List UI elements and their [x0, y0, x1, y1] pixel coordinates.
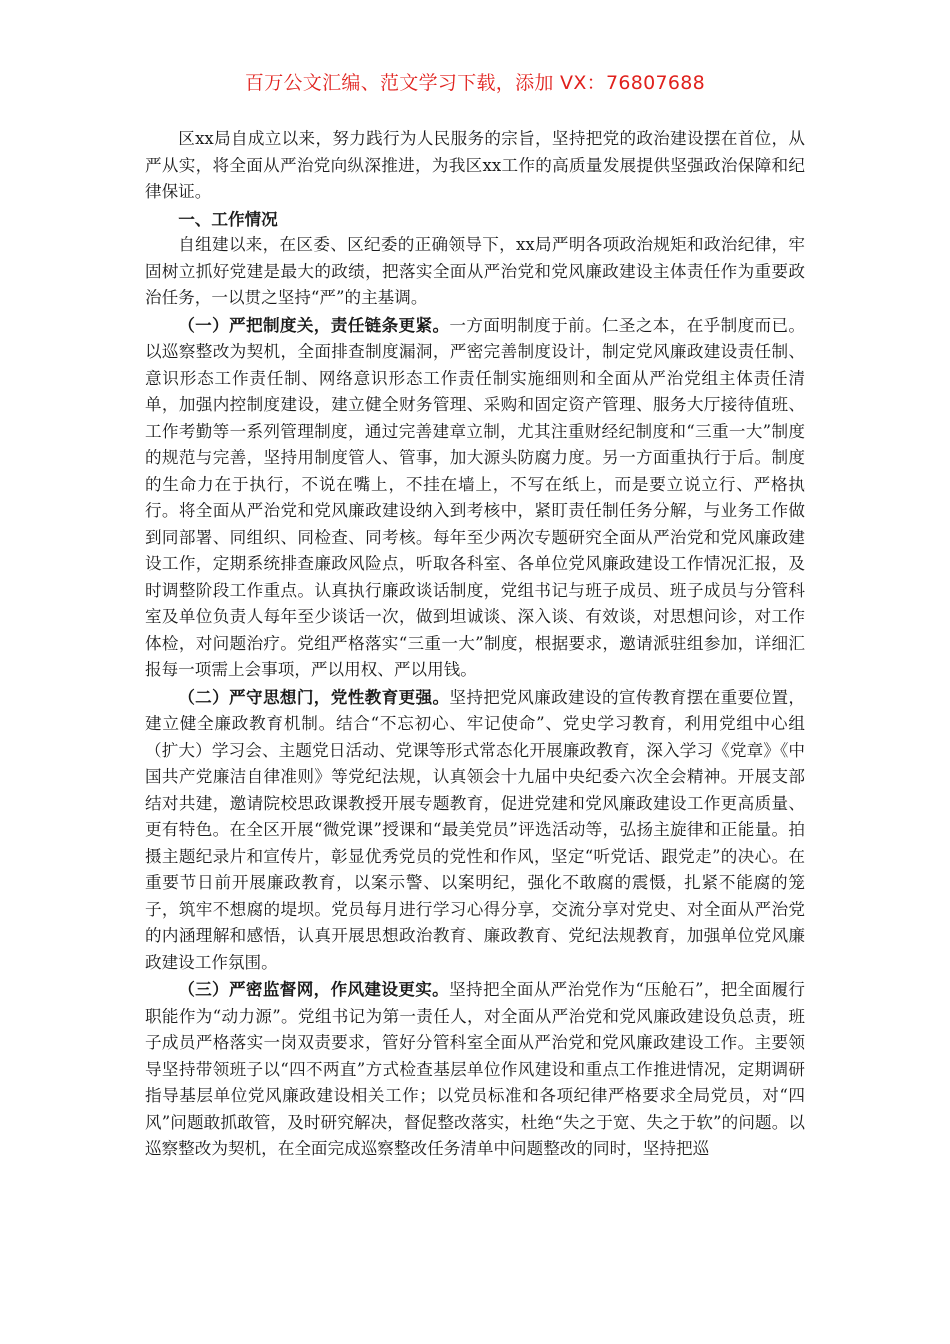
item-paragraph-1	[145, 312, 805, 684]
item-lead-3: （三）严密监督网，作风建设更实。	[178, 979, 450, 999]
download-banner: 百万公文汇编、范文学习下载，添加 VX：76807688	[244, 72, 706, 94]
item-paragraph-3	[145, 976, 805, 1163]
section-heading: 一、工作情况	[178, 208, 278, 229]
section-summary-paragraph: 自组建以来，在区委、区纪委的正确领导下，xx局严明各项政治规矩和政治纪律，牢固树立抓好党建是最大的政绩，把落实全面从严治党和党风廉政建设主体责任作为重要政治任务，一以贯之坚持“严”的主基调。	[145, 235, 805, 307]
item-text-3: 坚持把全面从严治党作为“压舱石”，把全面履行职能作为“动力源”。党组书记为第一责任人，对全面从严治党和党风廉政建设负总责，班子成员严格落实一岗双责要求，管好分管科室全面从严治党和党风廉政建设工作。主要领导坚持带领班子以“四不两直”方式检查基层单位作风建设和重点工作推进情况，定期调研指导基层单位党风廉政建设相关工作；以党员标准和各项纪律严格要求全局党员，对“四风”问题敢抓敢管，及时研究解决，督促整改落实，杜绝“失之于宽、失之于软”的问题。以巡察整改为契机，在全面完成巡察整改任务清单中问题整改的同时，坚持把巡	[145, 980, 806, 1158]
item-text-1: 一方面明制度于前。仁圣之本，在乎制度而已。以巡察整改为契机，全面排查制度漏洞，严密完善制度设计，制定党风廉政建设责任制、意识形态工作责任制、网络意识形态工作责任制实施细则和全面从严治党组主体责任清单，加强内控制度建设，建立健全财务管理、采购和固定资产管理、服务大厅接待值班、工作考勤等一系列管理制度，通过完善建章立制，尤其注重财经纪制度和“三重一大”制度的规范与完善，坚持用制度管人、管事，加大源头防腐力度。另一方面重执行于后。制度的生命力在于执行，不说在嘴上，不挂在墙上，不写在纸上，而是要立说立行、严格执行。将全面从严治党和党风廉政建设纳入到考核中，紧盯责任制任务分解，与业务工作做到同部署、同组织、同检查、同考核。每年至少两次专题研究全面从严治党和党风廉政建设工作，定期系统排查廉政风险点，听取各科室、各单位党风廉政建设工作情况汇报，及时调整阶段工作重点。认真执行廉政谈话制度，党组书记与班子成员、班子成员与分管科室及单位负责人每年至少谈话一次，做到坦诚谈、深入谈、有效谈，对思想问诊，对工作体检，对问题治疗。党组严格落实“三重一大”制度，根据要求，邀请派驻组参加，详细汇报每一项需上会事项，严以用权、严以用钱。	[145, 315, 806, 679]
item-lead-2: （二）严守思想门，党性教育更强。	[178, 686, 450, 707]
item-paragraph-2	[145, 684, 805, 977]
intro-paragraph: 区xx局自成立以来，努力践行为人民服务的宗旨，坚持把党的政治建设摆在首位，从严从实，将全面从严治党向纵深推进，为我区xx工作的高质量发展提供坚强政治保障和纪律保证。	[145, 129, 805, 201]
item-text-2: 坚持把党风廉政建设的宣传教育摆在重要位置，建立健全廉政教育机制。结合“不忘初心、牢记使命”、党史学习教育，利用党组中心组（扩大）学习会、主题党日活动、党课等形式常态化开展廉政教育，深入学习《党章》《中国共产党廉洁自律准则》等党纪法规，认真领会十九届中央纪委六次全会精神。开展支部结对共建，邀请院校思政课教授开展专题教育，促进党建和党风廉政建设工作更高质量、更有特色。在全区开展“微党课”授课和“最美党员”评选活动等，弘扬主旋律和正能量。拍摄主题纪录片和宣传片，彰显优秀党员的党性和作风，坚定“听党话、跟党走”的决心。在重要节日前开展廉政教育，以案示警、以案明纪，强化不敢腐的震慑，扎紧不能腐的笼子，筑牢不想腐的堤坝。党员每月进行学习心得分享，交流分享对党史、对全面从严治党的内涵理解和感悟，认真开展思想政治教育、廉政教育、党纪法规教育，加强单位党风廉政建设工作氛围。	[145, 687, 806, 972]
item-lead-1: （一）严把制度关，责任链条更紧。	[178, 314, 450, 335]
document-body	[145, 126, 805, 1163]
